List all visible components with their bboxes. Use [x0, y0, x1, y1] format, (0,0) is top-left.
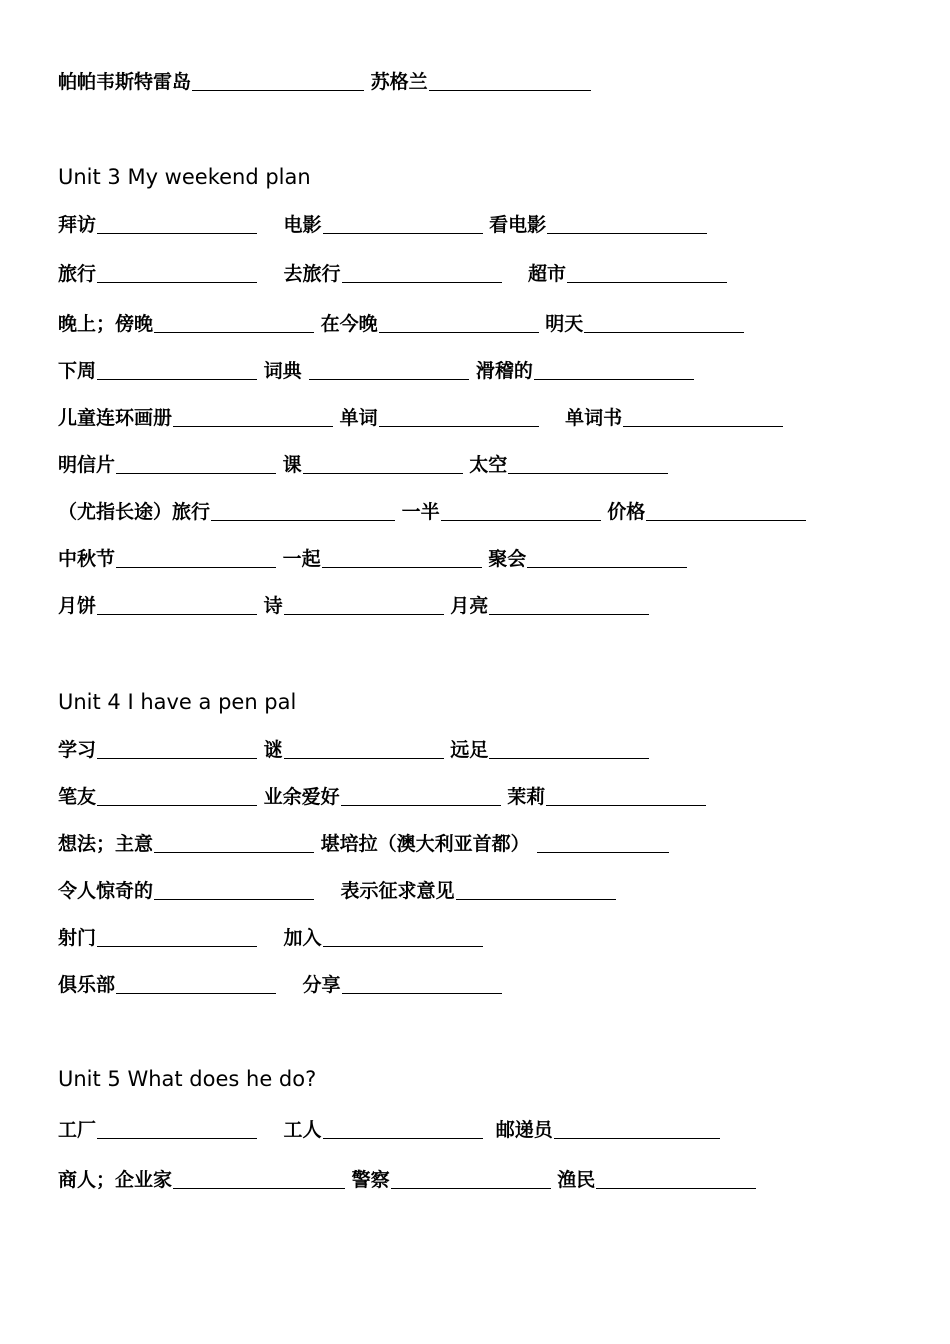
term: 商人；企业家: [58, 1169, 173, 1191]
vocab-row: [58, 262, 727, 286]
vocab-row: [58, 500, 806, 524]
answer-blank[interactable]: [154, 331, 314, 333]
term: 月饼: [58, 595, 97, 617]
term: 去旅行: [283, 263, 341, 285]
vocab-row: [58, 738, 649, 762]
answer-blank[interactable]: [173, 425, 333, 427]
term: 远足: [450, 739, 489, 761]
term: 警察: [351, 1169, 390, 1191]
term: 价格: [607, 501, 646, 523]
term: 聚会: [488, 548, 527, 570]
term: 中秋节: [58, 548, 116, 570]
answer-blank[interactable]: [554, 1137, 720, 1139]
term: 苏格兰: [370, 71, 428, 93]
answer-blank[interactable]: [154, 851, 314, 853]
answer-blank[interactable]: [342, 992, 502, 994]
term: 看电影: [489, 214, 547, 236]
answer-blank[interactable]: [116, 992, 276, 994]
unit3-heading: Unit 3 My weekend plan: [58, 165, 311, 189]
term: 下周: [58, 360, 97, 382]
answer-blank[interactable]: [116, 566, 276, 568]
answer-blank[interactable]: [489, 757, 649, 759]
term: 工厂: [58, 1119, 97, 1141]
answer-blank[interactable]: [646, 519, 806, 521]
term: 晚上；傍晚: [58, 313, 154, 335]
answer-blank[interactable]: [489, 613, 649, 615]
term: 工人: [283, 1119, 322, 1141]
answer-blank[interactable]: [596, 1187, 756, 1189]
term: 业余爱好: [263, 786, 340, 808]
term: 谜: [263, 739, 283, 761]
term: 邮递员: [495, 1119, 553, 1141]
term: 单词书: [565, 407, 623, 429]
answer-blank[interactable]: [391, 1187, 551, 1189]
answer-blank[interactable]: [323, 232, 483, 234]
answer-blank[interactable]: [534, 378, 694, 380]
vocab-row: [58, 785, 706, 809]
answer-blank[interactable]: [323, 945, 483, 947]
answer-blank[interactable]: [441, 519, 601, 521]
term: 太空: [469, 454, 508, 476]
term: 茉莉: [507, 786, 546, 808]
answer-blank[interactable]: [623, 425, 783, 427]
answer-blank[interactable]: [97, 281, 257, 283]
term: 俱乐部: [58, 974, 116, 996]
vocab-row-top: [58, 70, 591, 94]
answer-blank[interactable]: [342, 281, 502, 283]
answer-blank[interactable]: [116, 472, 276, 474]
answer-blank[interactable]: [546, 804, 706, 806]
term: 学习: [58, 739, 97, 761]
vocab-row: [58, 453, 668, 477]
term: 堪培拉（澳大利亚首都）: [320, 833, 530, 855]
vocab-row: [58, 973, 502, 997]
answer-blank[interactable]: [323, 1137, 483, 1139]
term: 帕帕韦斯特雷岛: [58, 71, 192, 93]
answer-blank[interactable]: [211, 519, 395, 521]
answer-blank[interactable]: [567, 281, 727, 283]
answer-blank[interactable]: [537, 851, 669, 853]
answer-blank[interactable]: [379, 331, 539, 333]
answer-blank[interactable]: [284, 757, 444, 759]
vocab-row: [58, 359, 694, 383]
answer-blank[interactable]: [284, 613, 444, 615]
answer-blank[interactable]: [508, 472, 668, 474]
term: 明天: [545, 313, 584, 335]
answer-blank[interactable]: [527, 566, 687, 568]
answer-blank[interactable]: [154, 898, 314, 900]
unit4-heading: Unit 4 I have a pen pal: [58, 690, 297, 714]
term: 电影: [283, 214, 322, 236]
answer-blank[interactable]: [547, 232, 707, 234]
answer-blank[interactable]: [97, 232, 257, 234]
term: 滑稽的: [475, 360, 533, 382]
answer-blank[interactable]: [341, 804, 501, 806]
term: 课: [282, 454, 302, 476]
vocab-row: [58, 213, 707, 237]
answer-blank[interactable]: [584, 331, 744, 333]
vocab-row: [58, 406, 783, 430]
term: 超市: [527, 263, 566, 285]
answer-blank[interactable]: [97, 945, 257, 947]
term: 单词: [339, 407, 378, 429]
answer-blank[interactable]: [429, 89, 591, 91]
term: 儿童连环画册: [58, 407, 173, 429]
term: （尤指长途）旅行: [58, 501, 211, 523]
term: 射门: [58, 927, 97, 949]
answer-blank[interactable]: [379, 425, 539, 427]
term: 分享: [302, 974, 341, 996]
answer-blank[interactable]: [322, 566, 482, 568]
answer-blank[interactable]: [97, 378, 257, 380]
answer-blank[interactable]: [303, 472, 463, 474]
vocab-row: [58, 594, 649, 618]
answer-blank[interactable]: [97, 613, 257, 615]
term: 想法；主意: [58, 833, 154, 855]
vocab-row: [58, 832, 669, 856]
term: 令人惊奇的: [58, 880, 154, 902]
answer-blank[interactable]: [97, 804, 257, 806]
answer-blank[interactable]: [97, 1137, 257, 1139]
term: 明信片: [58, 454, 116, 476]
term: 拜访: [58, 214, 97, 236]
answer-blank[interactable]: [456, 898, 616, 900]
term: 表示征求意见: [340, 880, 455, 902]
vocab-row: [58, 1118, 720, 1142]
term: 渔民: [557, 1169, 596, 1191]
vocab-row: [58, 1168, 756, 1192]
answer-blank[interactable]: [309, 378, 469, 380]
term: 笔友: [58, 786, 97, 808]
vocab-row: [58, 879, 616, 903]
term: 一半: [401, 501, 440, 523]
answer-blank[interactable]: [97, 757, 257, 759]
term: 在今晚: [320, 313, 378, 335]
vocab-row: [58, 547, 687, 571]
vocab-row: [58, 926, 483, 950]
answer-blank[interactable]: [173, 1187, 345, 1189]
term: 月亮: [450, 595, 489, 617]
answer-blank[interactable]: [192, 89, 364, 91]
term: 加入: [283, 927, 322, 949]
unit5-heading: Unit 5 What does he do?: [58, 1067, 317, 1091]
vocab-row: [58, 312, 744, 336]
term: 旅行: [58, 263, 97, 285]
term: 一起: [282, 548, 321, 570]
term: 诗: [263, 595, 283, 617]
term: 词典: [263, 360, 302, 382]
